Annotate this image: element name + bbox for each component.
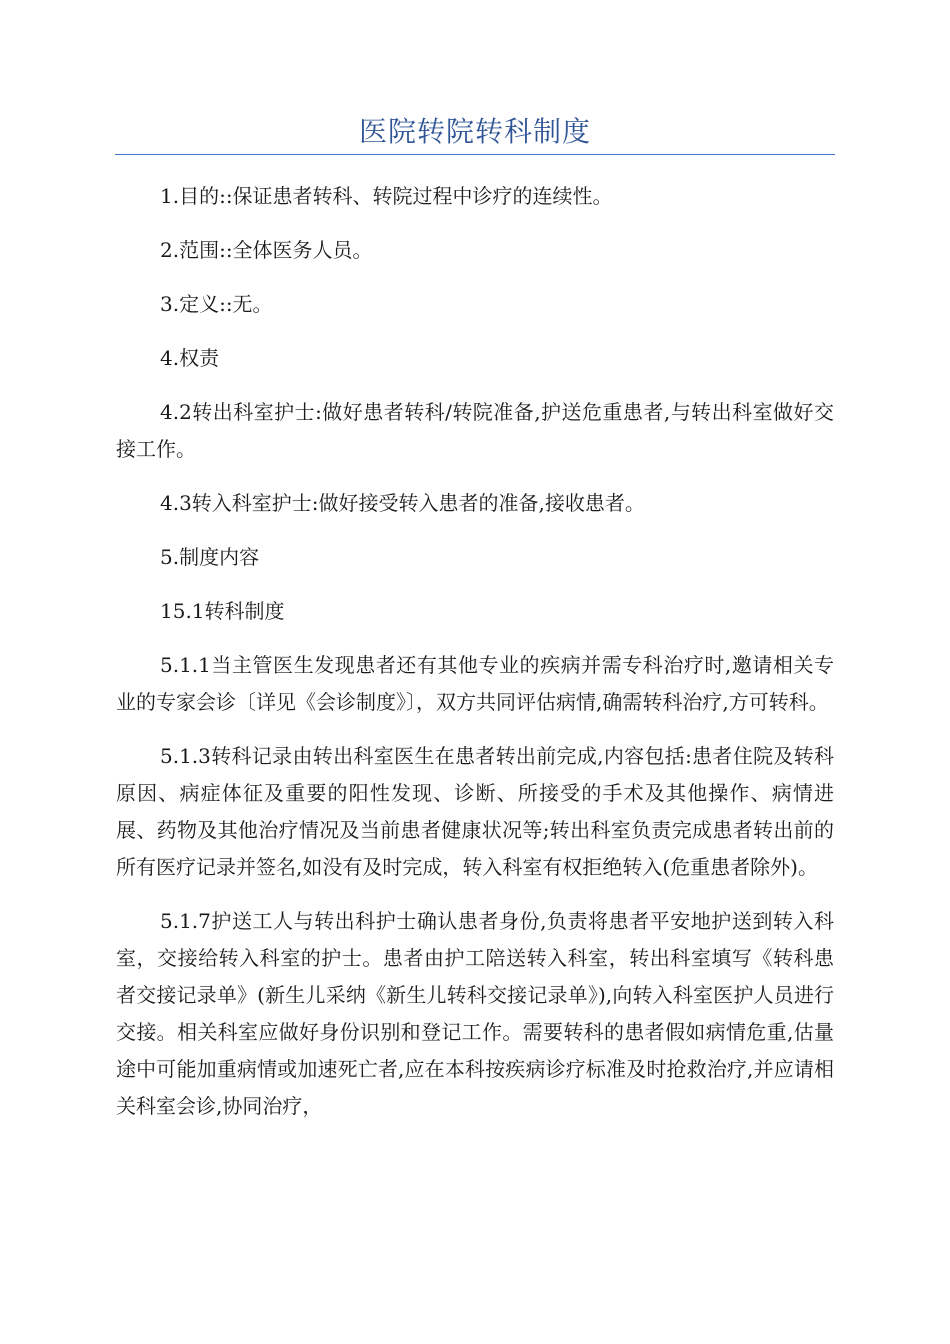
paragraph-policy-content: 5.制度内容 [160,545,260,569]
paragraph-transfer-in-nurse: 4.3转入科室护士:做好接受转入患者的准备,接收患者。 [160,491,645,515]
paragraph-5-1-7: 5.1.7护送工人与转出科护士确认患者身份,负责将患者平安地护送到转入科室，交接给转入科室的护士。患者由护工陪送转入科室，转出科室填写《转科患者交接记录单》(新生儿采纳《新生儿转科交接记录单》),向转入科室医护人员进行交接。相关科室应做好身份识别和登记工作。需要转科的患者假如病情危重,估量途中可能加重病情或加速死亡者,应在本科按疾病诊疗标准及时抢救治疗,并应请相关科室会诊,协同治疗， [116,909,834,1118]
paragraph-purpose: 1.目的::保证患者转科、转院过程中诊疗的连续性。 [160,184,613,208]
paragraph-5-1-1: 5.1.1当主管医生发现患者还有其他专业的疾病并需专科治疗时,邀请相关专业的专家会诊〔详见《会诊制度》〕，双方共同评估病情,确需转科治疗,方可转科。 [116,653,834,714]
paragraph-scope: 2.范围::全体医务人员。 [160,238,373,262]
paragraph-5-1-3: 5.1.3转科记录由转出科室医生在患者转出前完成,内容包括:患者住院及转科原因、病症体征及重要的阳性发现、诊断、所接受的手术及其他操作、病情进展、药物及其他治疗情况及当前患者健康状况等;转出科室负责完成患者转出前的所有医疗记录并签名,如没有及时完成，转入科室有权拒绝转入(危重患者除外)。 [116,744,834,879]
title-underline [115,154,835,155]
paragraph-transfer-out-nurse: 4.2转出科室护士:做好患者转科/转院准备,护送危重患者,与转出科室做好交接工作。 [116,400,834,461]
document-body [116,178,834,1142]
paragraph-definition: 3.定义::无。 [160,292,273,316]
paragraph-transfer-policy: 15.1转科制度 [160,599,285,623]
document-title: 医院转院转科制度 [358,115,591,148]
paragraph-responsibility: 4.权责 [160,346,220,370]
